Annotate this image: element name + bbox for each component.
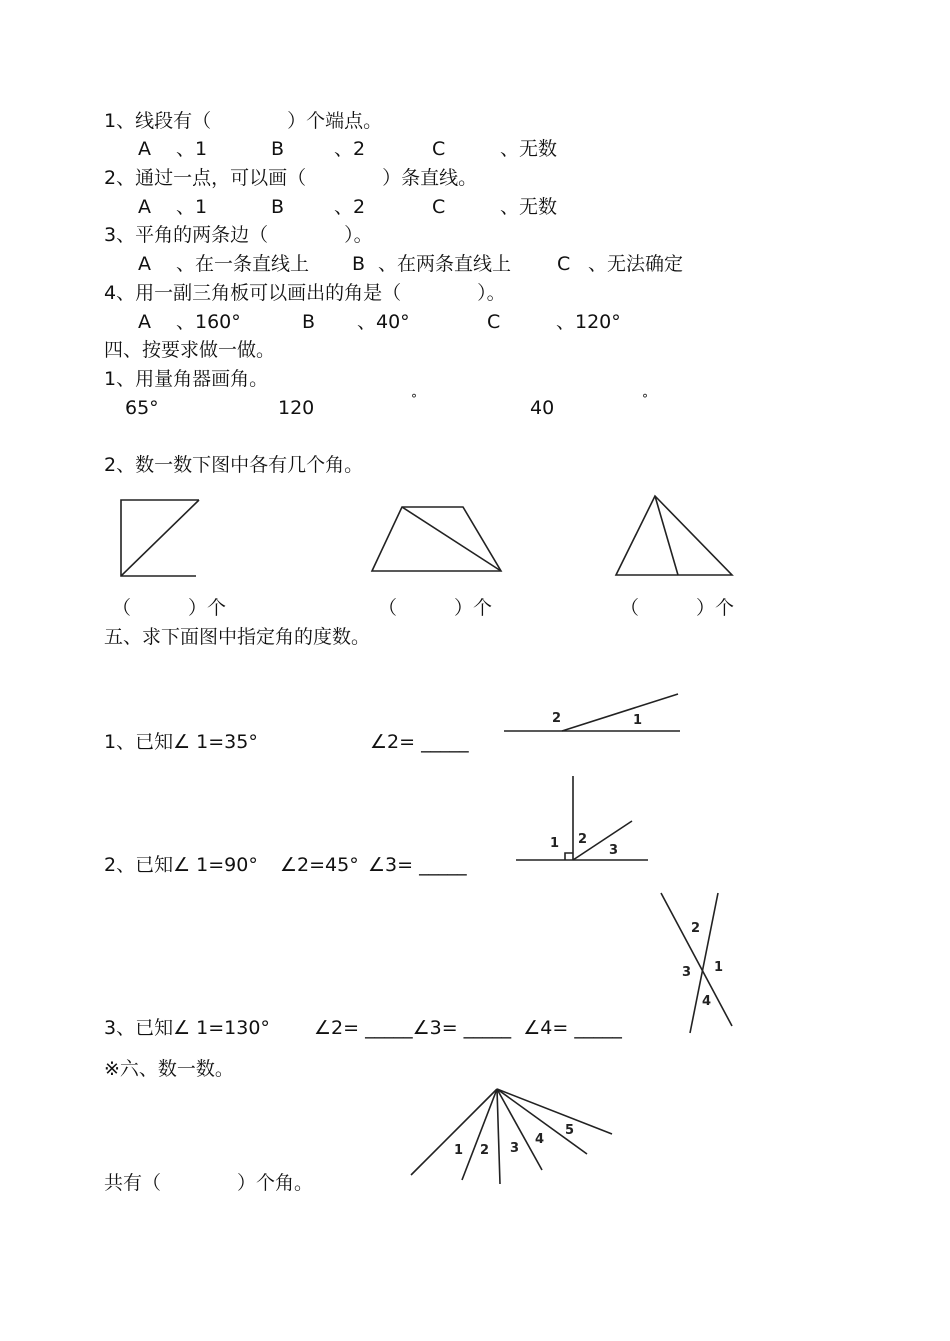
option-c: C bbox=[432, 138, 446, 160]
section5-heading: 五、求下面图中指定角的度数。 bbox=[104, 626, 371, 648]
count-angles-title: 2、数一数下图中各有几个角。 bbox=[104, 454, 364, 476]
angle-label-1: 1 bbox=[550, 836, 560, 851]
option-c: C bbox=[487, 311, 501, 333]
option-a: A bbox=[138, 253, 151, 275]
option-c-text: 、无法确定 bbox=[588, 253, 684, 275]
option-b-text: 、2 bbox=[334, 196, 366, 218]
option-b: B bbox=[302, 311, 316, 333]
q3-text: 3、平角的两条边（ ）。 bbox=[104, 224, 373, 246]
p1-ask: ∠2= _____ bbox=[370, 731, 469, 753]
q2-text: 2、通过一点，可以画（ ）条直线。 bbox=[104, 167, 478, 189]
section6-answer: 共有（ ）个角。 bbox=[104, 1172, 314, 1194]
option-a-text: 、1 bbox=[176, 196, 208, 218]
option-c: C bbox=[432, 196, 446, 218]
section4-heading: 四、按要求做一做。 bbox=[104, 339, 276, 361]
option-b: B bbox=[352, 253, 366, 275]
angle-label-2: 2 bbox=[578, 832, 588, 847]
angle-label-1: 1 bbox=[714, 960, 724, 975]
triangle-with-segment-figure bbox=[610, 490, 740, 580]
option-c: C bbox=[557, 253, 571, 275]
angle-figure-1 bbox=[500, 688, 685, 738]
option-a: A bbox=[138, 311, 151, 333]
option-b-text: 、2 bbox=[334, 138, 366, 160]
draw-value-65: 65° bbox=[125, 397, 159, 419]
angle-label-1: 1 bbox=[633, 713, 643, 728]
angle-label-1: 1 bbox=[454, 1143, 464, 1158]
option-a-text: 、在一条直线上 bbox=[176, 253, 310, 275]
p3-ask: ∠2= _____∠3= _____ ∠4= _____ bbox=[314, 1017, 622, 1039]
q4-text: 4、用一副三角板可以画出的角是（ ）。 bbox=[104, 282, 506, 304]
angle-label-4: 4 bbox=[702, 994, 712, 1009]
trapezoid-with-diagonal-figure bbox=[365, 500, 510, 578]
angle-label-3: 3 bbox=[510, 1141, 520, 1156]
option-b-text: 、在两条直线上 bbox=[378, 253, 512, 275]
degree-mark: ° bbox=[411, 392, 417, 406]
count-blank-2: （ ）个 bbox=[378, 597, 493, 619]
option-a: A bbox=[138, 138, 151, 160]
angle-label-3: 3 bbox=[682, 965, 692, 980]
angle-label-3: 3 bbox=[609, 843, 619, 858]
angle-label-2: 2 bbox=[552, 711, 562, 726]
p2-known: 2、已知∠ 1=90° bbox=[104, 854, 258, 876]
q1-text: 1、线段有（ ）个端点。 bbox=[104, 110, 383, 132]
angle-label-2: 2 bbox=[480, 1143, 490, 1158]
intersecting-lines-figure bbox=[650, 888, 745, 1036]
angle-label-4: 4 bbox=[535, 1132, 545, 1147]
draw-angles-title: 1、用量角器画角。 bbox=[104, 368, 269, 390]
p1-known: 1、已知∠ 1=35° bbox=[104, 731, 258, 753]
option-a: A bbox=[138, 196, 151, 218]
option-c-text: 、无数 bbox=[500, 196, 558, 218]
count-blank-3: （ ）个 bbox=[620, 597, 735, 619]
ray-fan-figure bbox=[405, 1082, 620, 1187]
option-b-text: 、40° bbox=[357, 311, 410, 333]
option-b: B bbox=[271, 196, 285, 218]
degree-mark: ° bbox=[642, 392, 648, 406]
option-a-text: 、1 bbox=[176, 138, 208, 160]
section6-heading: ※六、数一数。 bbox=[104, 1058, 234, 1080]
draw-value-120: 120 bbox=[278, 397, 315, 419]
p2-given-angle2: ∠2=45° bbox=[280, 854, 359, 876]
angle-label-5: 5 bbox=[565, 1123, 575, 1138]
angle-figure-2 bbox=[512, 772, 652, 866]
square-with-diagonal-figure bbox=[110, 492, 210, 584]
option-a-text: 、160° bbox=[176, 311, 241, 333]
draw-value-40: 40 bbox=[530, 397, 555, 419]
p2-ask: ∠3= _____ bbox=[368, 854, 467, 876]
p3-known: 3、已知∠ 1=130° bbox=[104, 1017, 270, 1039]
count-blank-1: （ ）个 bbox=[112, 597, 227, 619]
angle-label-2: 2 bbox=[691, 921, 701, 936]
option-b: B bbox=[271, 138, 285, 160]
option-c-text: 、无数 bbox=[500, 138, 558, 160]
option-c-text: 、120° bbox=[556, 311, 621, 333]
